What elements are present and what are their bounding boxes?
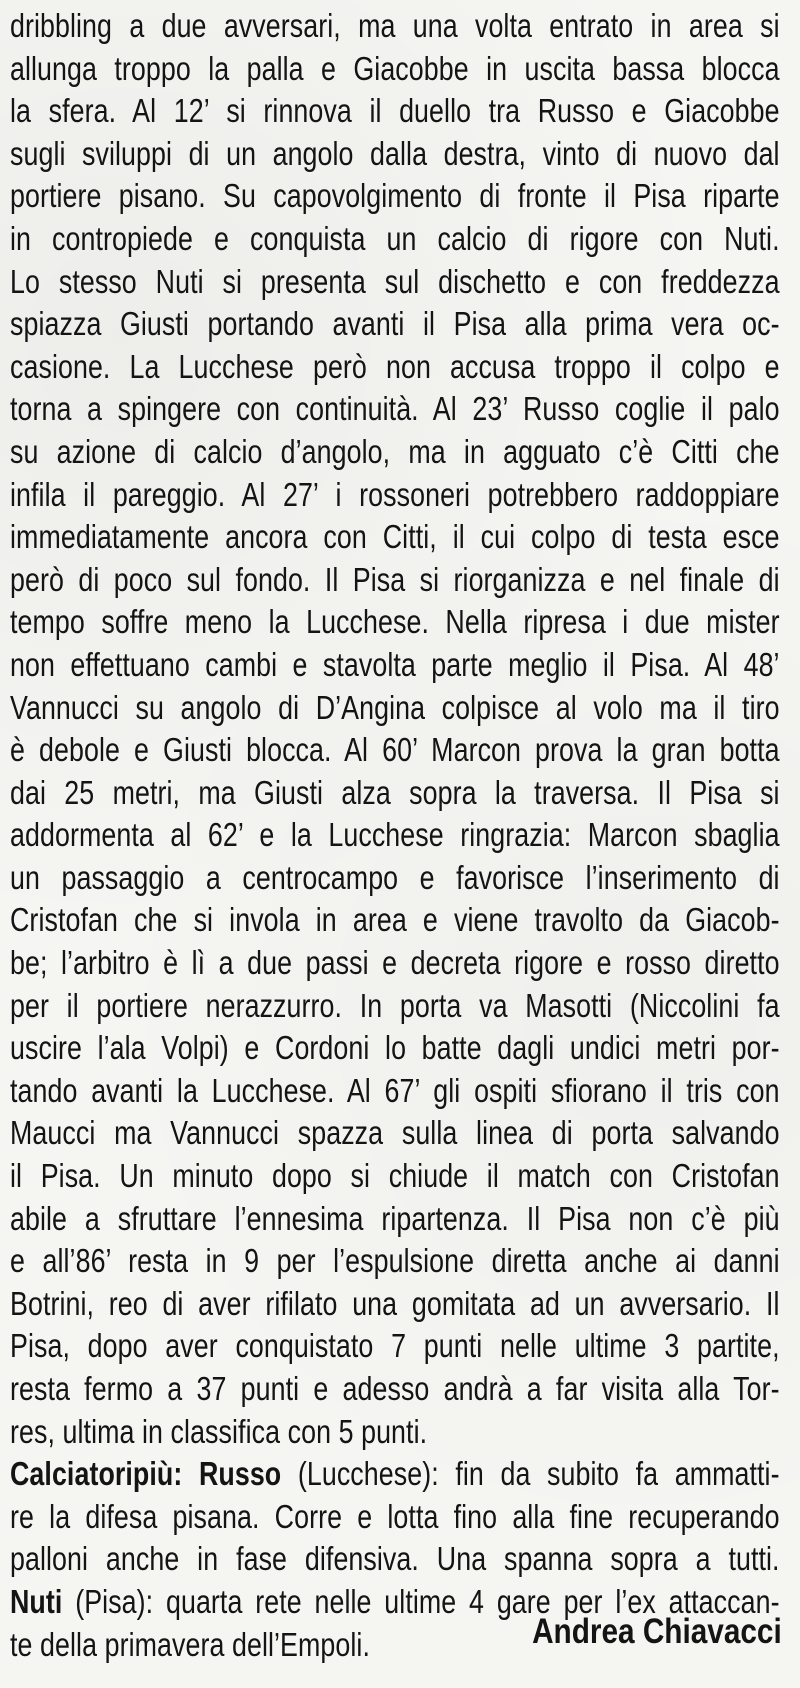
rating-russo-text: (Lucchese): fin da subito fa ammatti- <box>281 1456 780 1494</box>
article-line: portiere pisano. Su capovolgimento di fronte il Pisa riparte <box>10 178 780 216</box>
article-line: la sfera. Al 12’ si rinnova il duello tra Russo e Giacobbe <box>10 93 780 131</box>
article-line: non effettuano cambi e stavolta parte meglio il Pisa. Al 48’ <box>10 646 780 684</box>
article-line: spiazza Giusti portando avanti il Pisa alla prima vera oc- <box>10 306 780 344</box>
article-line: su azione di calcio d’angolo, ma in agguato c’è Citti che <box>10 433 780 471</box>
article-body <box>10 6 780 1667</box>
rating-russo-line: re la difesa pisana. Corre e lotta fino alla fine recuperando <box>10 1498 780 1536</box>
article-line: il Pisa. Un minuto dopo si chiude il match con Cristofan <box>10 1158 780 1196</box>
article-line: Pisa, dopo aver conquistato 7 punti nelle ultime 3 partite, <box>10 1328 780 1366</box>
rating-russo-label: Calciatoripiù: Russo <box>10 1456 282 1494</box>
article-line: dai 25 metri, ma Giusti alza sopra la traversa. Il Pisa si <box>10 774 780 812</box>
article-line: casione. La Lucchese però non accusa troppo il colpo e <box>10 348 780 386</box>
article-line: immediatamente ancora con Citti, il cui colpo di testa esce <box>10 519 780 557</box>
article-line: abile a sfruttare l’ennesima ripartenza. Il Pisa non c’è più <box>10 1200 780 1238</box>
rating-nuti-line: te della primavera dell’Empoli. <box>10 1626 370 1664</box>
rating-russo-line: palloni anche in fase difensiva. Una spanna sopra a tutti. <box>10 1541 780 1579</box>
rating-nuti-label: Nuti <box>10 1583 63 1621</box>
article-line: però di poco sul fondo. Il Pisa si riorganizza e nel finale di <box>10 561 780 599</box>
article-line: è debole e Giusti blocca. Al 60’ Marcon prova la gran botta <box>10 732 780 770</box>
rating-nuti-text: (Pisa): quarta rete nelle ultime 4 gare per l’ex attaccan- <box>62 1583 780 1621</box>
article-line: be; l’arbitro è lì a due passi e decreta rigore e rosso diretto <box>10 945 780 983</box>
article-line: sugli sviluppi di un angolo dalla destra, vinto di nuovo dal <box>10 135 780 173</box>
article-line: Maucci ma Vannucci spazza sulla linea di porta salvando <box>10 1115 780 1153</box>
article-line: res, ultima in classifica con 5 punti. <box>10 1413 428 1451</box>
article-line: uscire l’ala Volpi) e Cordoni lo batte dagli undici metri por- <box>10 1030 780 1068</box>
article-line: Cristofan che si invola in area e viene travolto da Giacob- <box>10 902 780 940</box>
article-line: allunga troppo la palla e Giacobbe in uscita bassa blocca <box>10 50 780 88</box>
article-line: dribbling a due avversari, ma una volta entrato in area si <box>10 8 780 45</box>
article-line: Lo stesso Nuti si presenta sul dischetto e con freddezza <box>10 263 780 301</box>
article-line: Vannucci su angolo di D’Angina colpisce al volo ma il tiro <box>10 689 780 727</box>
article-line: resta fermo a 37 punti e adesso andrà a far visita alla Tor- <box>10 1371 780 1408</box>
article-line: tempo soffre meno la Lucchese. Nella ripresa i due mister <box>10 604 780 642</box>
article-line: torna a spingere con continuità. Al 23’ Russo coglie il palo <box>10 391 780 429</box>
article-line: addormenta al 62’ e la Lucchese ringrazia: Marcon sbaglia <box>10 817 780 855</box>
author-byline: Andrea Chiavacci <box>532 1612 782 1651</box>
article-line: infila il pareggio. Al 27’ i rossoneri potrebbero raddoppiare <box>10 476 780 514</box>
rating-russo-line <box>10 1454 780 1497</box>
article-line: per il portiere nerazzurro. In porta va Masotti (Niccolini fa <box>10 987 780 1025</box>
article-line: un passaggio a centrocampo e favorisce l’inserimento di <box>10 859 780 897</box>
article-line: in contropiede e conquista un calcio di rigore con Nuti. <box>10 220 780 258</box>
article-line: e all’86’ resta in 9 per l’espulsione diretta anche ai danni <box>10 1243 780 1281</box>
article-line: tando avanti la Lucchese. Al 67’ gli ospiti sfiorano il tris con <box>10 1072 780 1110</box>
article-line: Botrini, reo di aver rifilato una gomitata ad un avversario. Il <box>10 1285 780 1323</box>
